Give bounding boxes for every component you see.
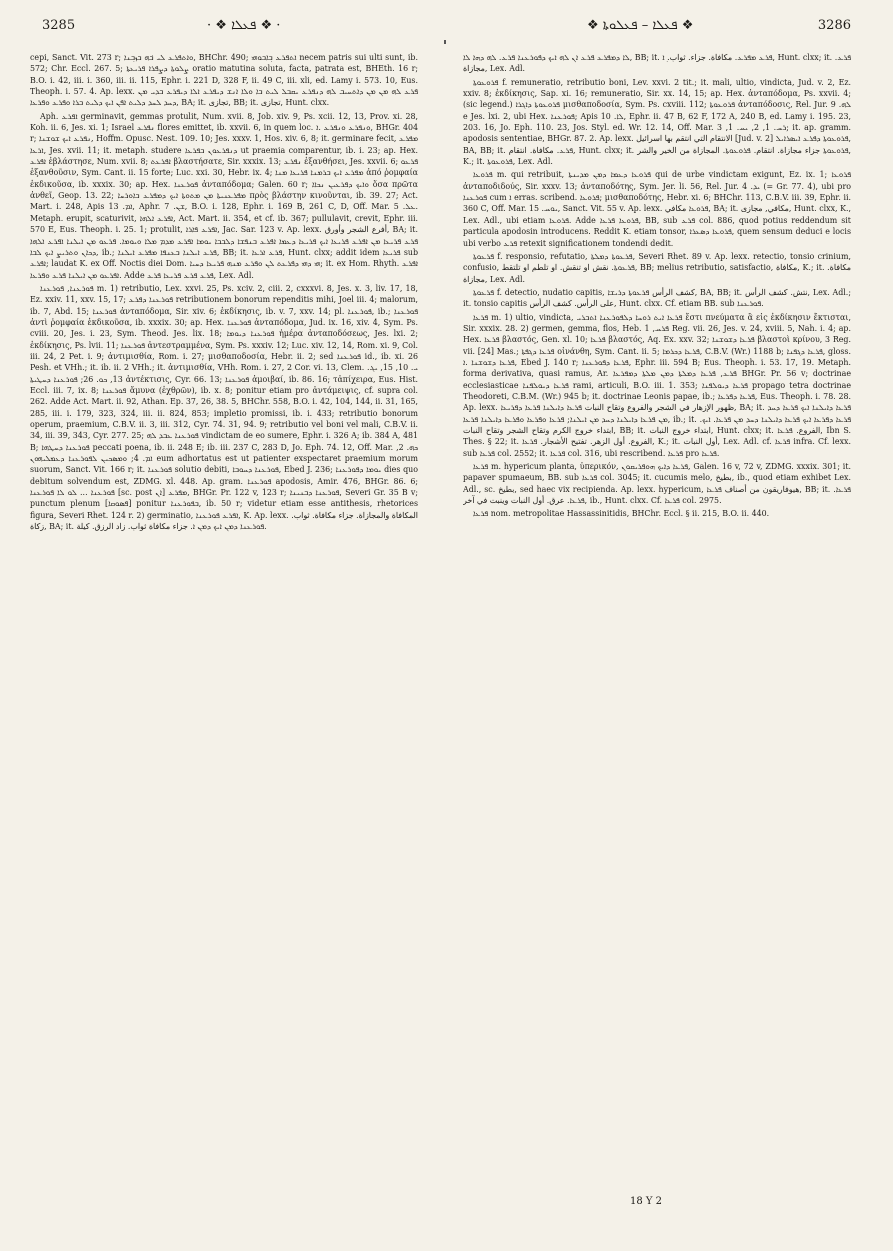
running-title-right: ❖ ܦܥܠܐ – ܦܥܠܘܬܐ ❖ [587, 18, 694, 33]
entry-paragraph: ܦܪܥܘܬܐ f. detectio, nudatio capitis, كشف الرأس ܦܪܥܘܬܐ ܕܪܝܫܐ, BA, BB; it. نتش. كشف الرأس, Lex. Adl.; it. tonsio capitis على الرأس. كشف الرأس, Hunt. clxx. Cf. etiam BB. sub ܦܘܪܥܢܐ. [463, 287, 851, 309]
entry-paragraph: ܦܘܪܥܢܐ, ܦܘܪܥܢܐ m. 1) retributio, Lex. xxvi. 25, Ps. xciv. 2, ciii. 2, cxxxvi. 8, Jes. x. 3, liv. 17, 18, Ez. xxiv. 11, xxv. 15, 17; ܦܘܪܥܢܐ ܕܦܪܥ retributionem bonorum rependitis mihi, Joel iii. 4; malorum, ib. 7, Abd. 15; ܦܘܪܥܢܐ ἀνταπόδομα, Sir. xiv. 6; ἐκδίκησις, ib. v. 7, xxv. 14; pl. ܦܘܪܥܢܐ, ib.; ܦܘܪܥܢܐ ἀντὶ ῥομφαία ἐκδικοῦσα, ib. xxxix. 30; ap. Hex. ܦܘܪܥܢܐ ἀνταπόδομα, Jud. ix. 16, xiv. 4, Sym. Ps. cviii. 20, Jes. i. 23, Sym. Theod. Jes. lix. 18; ܦܘܪܥܢܐ ܕܝܘܡܐ ἡμέρα ἀνταποδόσεως, Jes. lxi. 2; ἐκδίκησις, Ps. lvii. 11; ܦܘܪܥܢܐ ἀντεστραμμένα, Sym. Ps. xxxiv. 12; Luc. xiv. 12, 14, Rom. xi. 9, Col. iii. 24, 2 Pet. i. 9; ἀντιμισθία, Rom. i. 27; μισθαποδοσία, Hebr. ii. 2; sed ܦܘܪܥܢܐ id., ib. xi. 26 Pesh. et VHh.; it. ib. ii. 2 VHh.; it. ἀντιμισθία, VHh. Rom. i. 27, 2 Cor. vi. 13, Clem. ܝ. 10, 15, ܝܓ. 13, ܟܘ. 26; ܦܘܪܥܢܐ ܕܚܛܝܬܐ ἀντέκτισις, Cyr. 66. 13; ܦܘܪܥܢܐ ἀμοιβαί, ib. 86. 16; τἀπίχειρα, Eus. Hist. Eccl. iii. 7, ix. 8; ܦܘܪܥܢܐ ἄμυνα (ἐχθρῶν), ib. x. 8; ponitur etiam pro ἀντάμειψις, cf. supra col. 262. Adde Act. Mart. ii. 92, Athan. Ep. 37, 26, 38. 5, BHChr. 558, B.O. i. 42, 104, 144, ii. 31, 165, 285, iii. i. 179, 323, 324, iii. ii. 824, 853; impletio promissi, ib. i. 433; retributio bonorum operum, praemium, C.B.V. ii. 3, iii. 312, Cyr. 74. 31, 94. 9; retributio vel boni vel mali, C.B.V. ii. 34, iii. 39, 343, Cyr. 277. 25; ܦܘܪܥܢܐ ܥܒܕ ܠܗ vindictam de eo sumere, Ephr. i. 326 A; ib. 384 A, 481 B; ܦܘܪܥܢܐ ܕܚܛܗܐ peccati poena, ib. ii. 248 E; ib. iii. 237 C, 283 D, Jo. Eph. 74. 12, Off. Mar. ܟܗ. 2, ܐܡ. 4; ܘܡܣܟܝܢ ܠܦܘܪܥܢܐ ܕܥܡܠܝܗܘܢ eum adhortatus est ut patienter exspectaret praemium morum suorum, Sanct. Vit. 166 r; it. ܦܘܪܥܢܐ solutio debiti, ܦܘܪܥܢܐ ܕܚܘܒܐ, Ebed J. 236; ܝܘܡܐ ܕܦܘܪܥܢܐ dies quo debitum solvendum est, ZDMG. xl. 448. Ap. gram. ܦܘܪܥܢܐ apodosis, Amir. 476, BHGr. 86. 6; ܦܘܪܥܢܐ ... ܠܘ ܠܐ ܦܘܪܥܢܐ [sc. post ܐܢ] ܡܦܪܥ, BHGr. Pr. 122 v, 123 r; ܦܘܪܥܢܐ ܕܒܢܝܢܐ, Severi Gr. 35 B v; punctum plenum [ܦܣܘܩܐ] ponitur ܒܦܘܪܥܢܐ, ib. 50 r; videtur etiam esse antithesis, rhetorices figura, Severi Rhet. 124 r. 2) germinatio, ܐܦܪܥ ܦܘܪܥܢܐ, K. Ap. lexx. المكافاة والمجازاة. جزاء مكافاة. ثواب. زكاة, BA; it. ܦܘܪܥܢܐ ܕܡܢ ܐܝܟ ܕܡܢ ܐ. جزاء مكافاة ثواب. زاد الرزق. كيلة. [30, 283, 418, 532]
entry-paragraph: ܦܪܘܥܐ m. qui retribuit, ܦܪܘܥܐ ܕܥܡܐ ܕܡܢ ܡܕܝܢܬܐ qui de urbe vindictam exigunt, Ez. ix. 1; ܦܪܘܥܐ ἀνταποδιδούς, Sir. xxxv. 13; ἀνταποδότης, Sym. Jer. li. 56, Rel. Jur. ܝܕ. 4 (= Gr. 77. 4), ubi pro ܦܘܪܥܢܐ cum ܐ erras. scribend. ܦܪܘܥܐ; μισθαποδότης, Hebr. xi. 6; BHChr. 113, C.B.V. iii. 39, Ephr. ii. 360 C, Off. Mar. ܝܘܚ. 15, Sanct. Vit. 55 v. Ap. lexx. ܦܪܘܥܐ مكافي, BA; it. مكافي, مجازى, Hunt. clxx, K., Lex. Adl., ubi etiam ܦܪܘܥܐ. Adde ܦܪܘܥܐ ܦܪܥܐ, BB, sub ܦܪܥ col. 886, quod potius reddendum sit particula apodosin introducens. Reddit K. etiam tonsor, ܦܪܘܥܐ ܕܣܥܪܐ, quem sensum deduci e locis ubi verbo ܦܪܥ retexit significationem tondendi dedit. [463, 170, 851, 248]
page-number-left: 3285 [42, 18, 76, 33]
running-header [42, 18, 851, 40]
entry-paragraph: ܦܪܘܥܘܬܐ f. remuneratio, retributio boni, Lev. xxvi. 2 tit.; it. mali, ultio, vindicta, Jud. v. 2, Ez. xxiv. 8; ἐκδίκησις, Sap. xi. 16; remuneratio, Sir. xx. 14, 15; ap. Hex. ἀνταπόδομα, Ps. xxvii. 4; (sic legend.) ܦܪܘܥܘܬܐ ܕܐܓܪܐ μισθαποδοσία, Sym. Ps. cxviii. 112; ܦܪܘܥܘܬܐ ἀνταπόδοσις, Rel. Jur. ܠܗ. 9 e Jes. lxi. 2, ubi Hex. ܦܘܪܥܢܐ; Apis ܠܐ. 10, Ephr. ii. 47 B, 62 F, 172 A, 240 B, ed. Lamy i. 195. 23, 203. 16, Jo. Eph. 110. 23, Jos. Styl. ed. Wr. 12. 14, Off. Mar. ܪܚ. 1, 2, ܝܚ. 1, 3; it. ap. gramm. apodosis sententiae, BHGr. 87. 2. Ap. lexx. الانتقام التي انتقم بها اسرائيل [Jud. v. 2] ܦܪܘܥܘܬܐ ܕܦܪܥ ܐܝܣܪܐܝܠ, BA, BB; it. ܦܪܥ. مكافاة. انتقام, Hunt. clxx; it. ܦܪܘܥܘܬܐ جزاء مجازاة. انتقام. ܦܪܘܥܘܬܐ. المجازاة من الخير والشر, K.; it. ܦܪܘܥܘܬܐ, Lex. Adl. [463, 77, 851, 167]
entry-paragraph: cepi, Sanct. Vit. 273 r; ܘܐܬܦܪܥ ܠܝ ܒ݁ܗ ܒܙܒ݂ܢܐ, BHChr. 490; ܐܬܦܪܥ ܒ݂ܐܒܘܗܝ necem patris sui ulti sunt, ib. 572; Chr. Eccl. 267. 5; ܨܠܘܬܐ ܕܨܦܪܐ ܦܪܝܥܬܐ oratio matutina soluta, facta, patrata est, BHEth. 16 r; B.O. i. 42, iii. i. 360, iii. ii. 115, Ephr. i. 221 D, 328 F, ii. 49 C, iii. xli, ed. Lamy i. 573. 10, Eus. Theoph. i. 57. 4. Ap. lexx. ܦܪܥ ܠܗ ܡܢ ܡܢ ܕܐܬܚܝܒ ܠܗ ܕܢܦܪܥ ܝܩܒܠ ܠܝܬ ܒܐ ܘܠܐ ܐܢܫ ܕܝܦܪܥ ܐܠܐ ܕܝܦܪܥ ܒܕܝ ܡܢ ܕܚܕ ܠܚܕ ܕܠܝܬ ܐܦܢ ܐܝܟ ܕܠܝܬ ܒܪܐ ܘܦܪܥ ܘܦܪܥܐ, BA; it. تجازى, BB; it. تجازى, Hunt. clxx. [30, 53, 418, 108]
running-title-left: · ❖ ܦܥܠܐ ❖ · [207, 18, 281, 33]
ink-speck [444, 40, 446, 44]
entry-paragraph: ܦܪܥܘܬܐ f. responsio, refutatio, ܦܪܥܘܬܐ ܕܡܠܬܐ, Severi Rhet. 89 v. Ap. lexx. retectio, tonsio crinium, confusio, ܦܪܥܘܬܐ. نقش او تنقش. او تلطم او تلتقط, BB; melius retributio, satisfactio, مكافاة, K.; it. مكافاة. مجازاة, Lex. Adl. [463, 251, 851, 284]
entry-paragraph: ܦܪܥܐ m. 1) ultio, vindicta, ܦܪܥܐ ܐܝܬ ܪܘܚܐ ܕܠܦܘܪܥܢܐ ܐܬܒܪܝ ἔστι πνεύματα ἃ εἰς ἐκδίκησιν ἔκτισται, Sir. xxxix. 28. 2) germen, gemma, flos, Heb. ܦܪܚ, 1 Reg. vii. 26, Jes. v. 24, xviii. 5, Nah. i. 4; ap. Hex. ܦܪܥܐ βλαστός, Gen. xl. 10; ܦܪܥܐ βλαστός, Aq. Ex. xxv. 32; ܦܪܥܐ ܕܫܘܫܢܐ βλαστοὶ κρίνου, 3 Reg. vii. [24] Mas.; ܦܪܥܐ ܕܓܦܬܐ οἰνάνθη, Sym. Cant. ii. 5; ܦܪܥܐ ܕܟܪܡܐ, C.B.V. (Wr.) 1188 b; ܦܪܥܐ ܕܓܦܢܐ, gloss. ܦܪܥܐ ܕܫܘܫܢܐ .ܐ, Ebed J. 140 r; ܦܪܥܐ ܕܦܘܪܥܢܐ, Ephr. iii. 594 B; Eus. Theoph. i. 53. 17, 19. Metaph. forma derivativa, quasi ramus, Ar. ܦܪܥ, ܦܪܥܐ ܕܡܠܬܐ ܕܡܢ ܡܠܬܐ ܕܡܦܪܥܐ BHGr. Pr. 56 v; doctrinae ecclesiasticae ܦܪܥܐ ܕܝܘܠܦܢܐ rami, articuli, B.O. iii. 1. 353; ܦܪܥܐ ܕܝܘܠܦܢܐ propago tetra doctrinae Theodoreti, C.B.M. (Wr.) 945 b; it. doctrinae Leonis papae, ib.; ܦܪܥܐ ܕܦܪܥܐ, Eus. Theoph. i. 78. 28. Ap. lexx. ظهور الإزهار في الشجر والفروع وتقاح النبات ܦܪܥܐ ܕܐܝܠܢܐ ܦܪܥܐ ܕܦܪܝܥܐ, BA; it. ܦܪܥܐ ܕܐܝܠܢܐ ܐܝܟ ܦܪܥܐ ܕܚܕ ܡܢ ܦܪܥܐ ܕܐܝܠܢܐ ܕܚܕ ܡܢ ܐܝܠܢܐ; ܦܪܥܐ ܘܦܪܥܐ ܘܦܪܥܐ ܕܐܝܠܢܐ ܦܪܥܐ, ib.; it. ܦܪܥܐ ܕܦܪܥܐ ܐܝܟ ܦܪܥܐ ܕܐܝܠܢܐ ܕܚܕ ܡܢ ܦܪܥܐ. ܐܝܟ. ابتداء خروج الكرم وتقاح الشجر وتقاح النبات, BB; it. ابتداء خروج النبات, Hunt. clxx; it. الفروع. ܦܪܥܐ, Ibn S. Thes. § 22; it. الفروع. أول الزهر. تفتيح الأشجار. ܦܪܥܐ, K.; it. أول النبات, Lex. Adl. cf. ܦܪܥܐ infra. Cf. lexx. sub ܦܪܥܐ col. 2552; it. ܦܪܥܐ col. 316, ubi rescribend. ܦܪܥܐ pro ܦܪܥܐ. [463, 312, 851, 458]
left-column [30, 52, 418, 1242]
entry-paragraph: ܠܐ ܕܡܦܪܥ ܦܪܥ ܐܢ ܠܗ ܐܝܟ ܕܦܘܪܥܢܐ ܦܪܥ. ܠܗ ܕܗܐ ܠܐ, BB; it. ܦܪܥ ܡܦܪܥ. مكافاة. جزاء. ثواب. ݂ܐ, Hunt. clxx; it. ܦܪܥ. مجازاة, Lex. Adl. [463, 53, 851, 74]
entry-paragraph: Aph. ܐܦܪܥ germinavit, gemmas protulit, Num. xvii. 8, Job. xiv. 9, Ps. xcii. 12, 13, Prov. xi. 28, Koh. ii. 6, Jes. xi. 1; Israel ܢܦܪܥ flores emittet, ib. xxvii. 6, in quem loc. ܘܢܦܪܥ ܘܢܦܪܥ .ܐ, BHGr. 404 r; ܢܦܪܥ ܐܝܟ ܫܘܫܢܐ, Hoffm. Opusc. Nest. 109. 10; Jes. xxxv. 1, Hos. xiv. 6, 8; it. germinare fecit, ܡܦܪܥ ܐܪܥܐ, Jes. xvii. 11; it. metaph. studere ܕܢܦܪܥܘܢ ܒܦܪܥܐ ut praemia comparentur, ib. i. 23; ap. Hex. ܐܦܪܥ ἐβλάστησε, Num. xvii. 8; ܐܦܪܥܬ βλαστήσατε, Sir. xxxix. 13; ܢܦܪܥ ἐξανθήσει, Jes. xxvii. 6; ܦܪܥܘ ἐξανθοῦσιν, Sym. Cant. ii. 15 forte; Luc. xxi. 30, Hebr. ix. 4; ܡܦܪܥ ܐܝܟ ܒܪܡܢܐ ܦܪܝܥܐ ܡܢܐ ἀπό ῥομφαία ἐκδικοῦσα, ib. xxxix. 30; ap. Hex. ܦܘܪܥܢܐ ἀνταπόδομα; Galen. 60 r; ܘܐܝܟ ܕܦܪܥܝܢ ܢܟܐܐ ὅσα πρῶτα ἀνθεῖ, Geop. 13. 22; ܡܦܪܥܢܝܬܐ ܡܢ ܡܬܘܬܐ ܐܝܟ ܕܡܦܪܥ ܒܐܘܪܚܐ πρὸς βλάστην κινοῦνται, ib. 39. 27; Act. Mart. i. 248, Apis ܐܡ. 13, Aphr. ܫܢ. 7, B.O. i. 128, Ephr. i. 169 B, 261 C, D, Off. Mar. ܥܠ. 5. Metaph. erupit, scaturivit, ܐܦܪܥ ܐܠܗܐ, Act. Mart. ii. 354, et cf. ib. 367; pullulavit, crevit, Ephr. iii. 570 E, Eus. Theoph. i. 25. 1; protulit, ܐܦܪܥ ܦܐܪܐ, Jac. Sar. 123 v. Ap. lexx. أفرع الشجر وأورق, BA; it. ܦܪܥ ܦܪܝܥܐ ܡܢ ܐܦܪܥ ܦܪܝܥܐ ܐܝܟ ܦܪܝܥܐ ܕܥܡܐ ܐܦܪܥ ܒܢܦܫܐ ܕܠܒܒܐ ܝܘܡܐ ܐܦܪܥ ܡܕܡ ܡܠܐ ܘܝܘܡܐ. ܦܪܥܘ ܡܢ ܐܝܠܢܐ ܐܦܪܥ ܐܠܗܐ ܕܟܐܢ ܘܬܪܝܨ ܐܝܟ ܠܒܐ, ib.; ܦܪܥ ܐܝܠܢܐ ܒܥܢܦܐ ܡܦܪܥ ܐܝܠܢܐ, BB; it. ܦܪܥ ܐܪܥܐ, Hunt. clxx; addit idem ܦܪܝܥܐ sub ܐܦܪܥ; laudat K. ex Off. Noctis diei Dom. ܗܝ ܕܗܝ ܕܦܪܥܬ ܠܢ ܘܦܪܥ ܡܢܗ ܦܪܝܥܐ ܕܚܝܐ; it. ex Hom. Rhyth. ܐܦܪܥ ܐܦܪܥܘ ܡܢ ܐܝܠܢܐ ܦܪܥ ܘܦܪܥܐ. Adde ܦܪܥ ܦܪܥ ܦܪܝܥܐ ܦܪܥ, Lex. Adl. [30, 111, 418, 280]
signature-mark: 18 Y 2 [630, 1196, 663, 1207]
entry-paragraph: ܦܪܥܐ m. hypericum planta, ὑπερικόν, ܦܪܥܐ ܕܐܝܟ ܗܘܦܪܝܩܘܢ, Galen. 16 v, 72 v, ZDMG. xxxix. 301; it. papaver spumaeum, BB. sub ܦܪܥܐ col. 3045; it. cucumis melo, بطيخ, ib., quod etiam exhibet Lex. Adl., sc. بطيخ, sed haec vix recipienda. Ap. lexx. hypericum, هيوفاريقون من أصناف ܦܪܥܐ, BB; it. ܦܪܥܐ. ܦܪܥܐ. عرق. أول النبات وينبت في آخر, ib., Hunt. clxx. Cf. ܦܪܥܐ col. 2975. [463, 462, 851, 506]
right-column [463, 52, 851, 1202]
entry-paragraph: ܦܪܥܐ nom. metropolitae Hassassinitidis, BHChr. Eccl. § ii. 215, B.O. ii. 440. [473, 509, 770, 519]
page-number-right: 3286 [817, 18, 851, 33]
